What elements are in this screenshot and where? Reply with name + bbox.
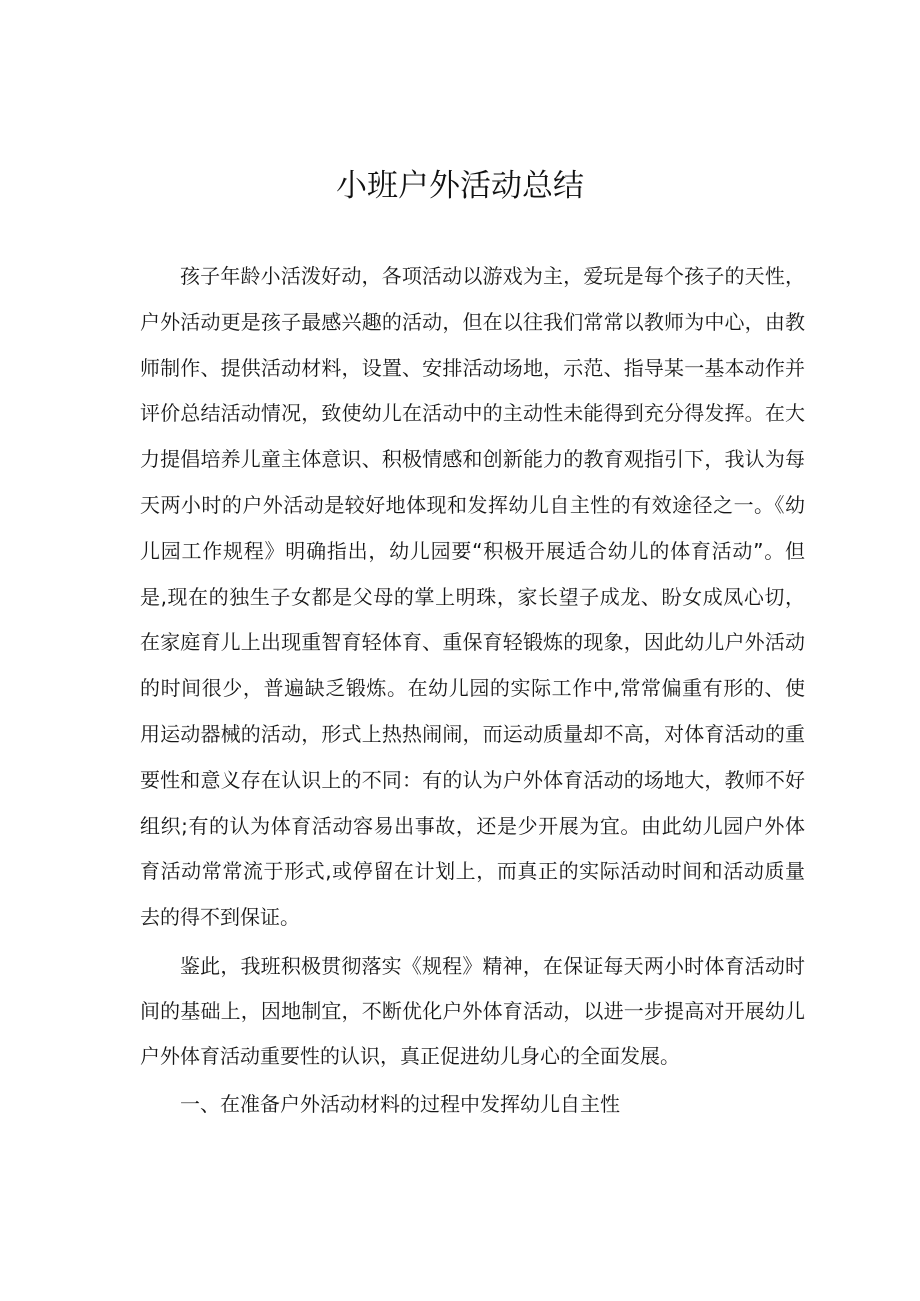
document-title: 小班户外活动总结 [336, 168, 584, 204]
paragraph-2: 鉴此，我班积极贯彻落实《规程》精神，在保证每天两小时体育活动时间的基础上，因地制宜，不断优化户外体育活动，以进一步提高对开展幼儿户外体育活动重要性的认识，真正促进幼儿身心的全面发展。 [140, 953, 805, 1068]
section-heading-1: 一、在准备户外活动材料的过程中发挥幼儿自主性 [180, 1091, 620, 1116]
paragraph-1: 孩子年龄小活泼好动，各项活动以游戏为主，爱玩是每个孩子的天性，户外活动更是孩子最感兴趣的活动，但在以往我们常常以教师为中心，由教师制作、提供活动材料，设置、安排活动场地，示范、指导某一基本动作并评价总结活动情况，致使幼儿在活动中的主动性未能得到充分得发挥。在大力提倡培养儿童主体意识、积极情感和创新能力的教育观指引下，我认为每天两小时的户外活动是较好地体现和发挥幼儿自主性的有效途径之一。《幼儿园工作规程》明确指出，幼儿园要“积极开展适合幼儿的体育活动”。但是,现在的独生子女都是父母的掌上明珠，家长望子成龙、盼女成凤心切，在家庭育儿上出现重智育轻体育、重保育轻锻炼的现象，因此幼儿户外活动的时间很少，普遍缺乏锻炼。在幼儿园的实际工作中,常常偏重有形的、使用运动器械的活动，形式上热热闹闹，而运动质量却不高，对体育活动的重要性和意义存在认识上的不同：有的认为户外体育活动的场地大，教师不好组织;有的认为体育活动容易出事故，还是少开展为宜。由此幼儿园户外体育活动常常流于形式,或停留在计划上，而真正的实际活动时间和活动质量去的得不到保证。 [140, 264, 805, 930]
document-body [140, 254, 805, 1127]
